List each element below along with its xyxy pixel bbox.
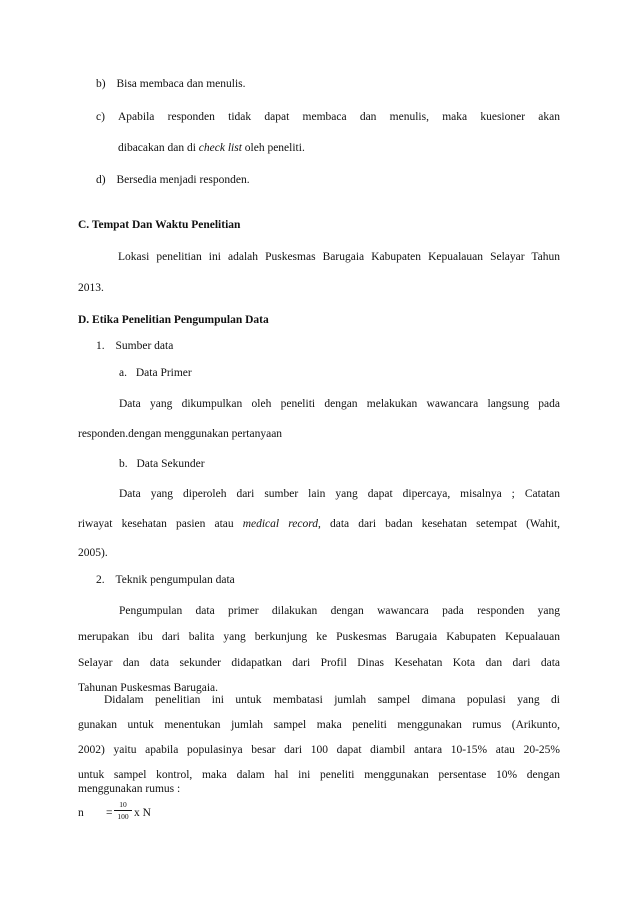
- italic-term: check list: [198, 142, 242, 154]
- paragraph-line: 2002) yaitu apabila populasinya besar dari 100 dapat diambil antara 10-15% atau 20-25%: [78, 744, 560, 756]
- text-run: , data dari badan kesehatan setempat (Wahit,: [318, 518, 560, 530]
- subsection-2: [96, 573, 235, 587]
- fraction-denominator: 100: [117, 812, 129, 821]
- section-c-line2: 2013.: [78, 282, 104, 294]
- paragraph-line: Tahunan Puskesmas Barugaia.: [78, 682, 219, 694]
- formula-rhs: x N: [134, 807, 151, 819]
- paragraph-line: merupakan ibu dari balita yang berkunjung ke Puskesmas Barugaia Kabupaten Kepualauan: [78, 631, 560, 643]
- list-marker: b): [96, 78, 106, 90]
- list-text: Bersedia menjadi responden.: [116, 174, 250, 186]
- formula-fraction: [114, 800, 132, 821]
- formula-equals: =: [106, 807, 113, 819]
- formula-lhs: n: [78, 807, 84, 819]
- text-run: dibacakan dan di: [118, 142, 199, 154]
- sub-item-b: [119, 457, 205, 471]
- italic-term: medical record: [242, 518, 318, 530]
- list-item-d: [96, 173, 250, 187]
- paragraph-line: untuk sampel kontrol, maka dalam hal ini peneliti menggunakan persentase 10% dengan: [78, 769, 560, 781]
- paragraph-line: Pengumpulan data primer dilakukan dengan wawancara pada responden yang: [119, 605, 560, 617]
- sub-item-label: Data Primer: [135, 367, 192, 379]
- paragraph-line: gunakan untuk menentukan jumlah sampel maka peneliti menggunakan rumus (Arikunto,: [78, 719, 560, 731]
- sub-item-a: [119, 366, 192, 380]
- list-item-c-line1: Apabila responden tidak dapat membaca dan menulis, maka kuesioner akan: [118, 111, 560, 123]
- subsection-label: Sumber data: [115, 340, 174, 352]
- paragraph-line: Selayar dan data sekunder didapatkan dari Profil Dinas Kesehatan Kota dan dari data: [78, 657, 560, 669]
- text-run: oleh peneliti.: [241, 142, 305, 154]
- data-sekunder-line2: [78, 517, 560, 531]
- list-marker: 1.: [96, 340, 105, 352]
- fraction-numerator: 10: [119, 800, 127, 809]
- fraction-bar: [114, 810, 132, 811]
- list-item-c-line2: [118, 141, 305, 155]
- paragraph-line: menggunakan rumus :: [78, 783, 181, 795]
- list-marker: 2.: [96, 574, 105, 586]
- list-marker: d): [96, 174, 106, 186]
- section-d-heading: D. Etika Penelitian Pengumpulan Data: [78, 314, 269, 326]
- list-text: Bisa membaca dan menulis.: [116, 78, 246, 90]
- list-marker: b.: [119, 458, 128, 470]
- paragraph-line: Didalam penelitian ini untuk membatasi jumlah sampel dimana populasi yang di: [104, 694, 560, 706]
- subsection-1: [96, 339, 173, 353]
- list-item-b: [96, 77, 246, 91]
- sub-item-label: Data Sekunder: [136, 458, 205, 470]
- section-c-line1: Lokasi penelitian ini adalah Puskesmas Barugaia Kabupaten Kepualauan Selayar Tahun: [118, 251, 560, 263]
- text-run: riwayat kesehatan pasien atau: [78, 518, 243, 530]
- list-marker: c): [96, 111, 105, 123]
- data-primer-line1: Data yang dikumpulkan oleh peneliti dengan melakukan wawancara langsung pada: [119, 398, 560, 410]
- subsection-label: Teknik pengumpulan data: [115, 574, 235, 586]
- data-primer-line2: responden.dengan menggunakan pertanyaan: [78, 428, 283, 440]
- list-marker: a.: [119, 367, 127, 379]
- list-item-c-marker: [96, 110, 105, 124]
- data-sekunder-line3: 2005).: [78, 547, 108, 559]
- data-sekunder-line1: Data yang diperoleh dari sumber lain yang dapat dipercaya, misalnya ; Catatan: [119, 488, 560, 500]
- section-c-heading: C. Tempat Dan Waktu Penelitian: [78, 219, 241, 231]
